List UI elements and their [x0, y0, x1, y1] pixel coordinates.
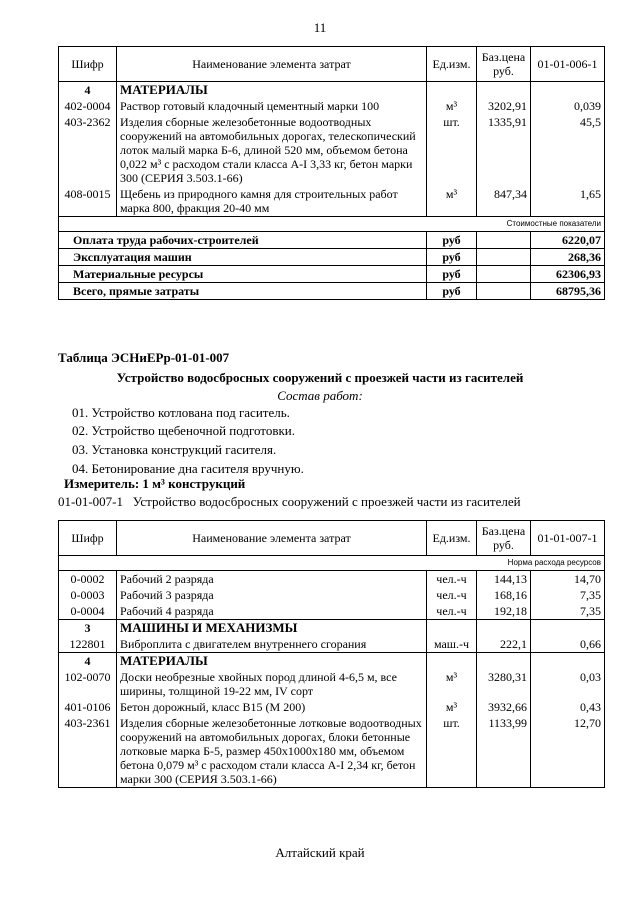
table-row	[59, 114, 605, 186]
section-row	[59, 82, 605, 99]
table-row	[59, 699, 605, 715]
row-code: 401-0106	[59, 699, 117, 715]
section-number: 3	[59, 620, 117, 637]
summary-row	[59, 283, 605, 300]
summary-unit: руб	[427, 266, 477, 283]
row-name: Рабочий 3 разряда	[117, 587, 427, 603]
section-number: 4	[59, 653, 117, 670]
norm-line: 01-01-007-1 Устройство водосбросных сооружений с проезжей части из гасителей	[58, 494, 521, 509]
header-code: Шифр	[59, 47, 117, 82]
summary-row	[59, 232, 605, 249]
work-item: 01. Устройство котлована под гаситель.	[72, 405, 290, 420]
header-unit: Ед.изм.	[427, 47, 477, 82]
cost-note-row	[59, 217, 605, 232]
row-price: 222,1	[477, 636, 531, 653]
norm-note-row	[59, 556, 605, 571]
table-row	[59, 603, 605, 620]
page-number: 11	[313, 20, 327, 35]
row-unit: шт.	[427, 715, 477, 788]
table-row	[59, 715, 605, 788]
table-header	[59, 47, 605, 82]
row-name: Рабочий 2 разряда	[117, 571, 427, 588]
row-unit: маш.-ч	[427, 636, 477, 653]
table-header	[59, 521, 605, 556]
table-row	[59, 636, 605, 653]
header-price: Баз.цена руб.	[477, 47, 531, 82]
header-norm: 01-01-006-1	[531, 47, 605, 82]
row-price: 3932,66	[477, 699, 531, 715]
row-unit: чел.-ч	[427, 603, 477, 620]
summary-row	[59, 249, 605, 266]
header-name: Наименование элемента затрат	[117, 521, 427, 556]
header-price: Баз.цена руб.	[477, 521, 531, 556]
row-unit: чел.-ч	[427, 571, 477, 588]
row-code: 0-0002	[59, 571, 117, 588]
header-name: Наименование элемента затрат	[117, 47, 427, 82]
row-price: 1133,99	[477, 715, 531, 788]
row-unit: м³	[427, 186, 477, 217]
row-code: 122801	[59, 636, 117, 653]
summary-value: 62306,93	[531, 266, 605, 283]
work-item: 04. Бетонирование дна гасителя вручную.	[72, 461, 304, 476]
row-value: 14,70	[531, 571, 605, 588]
row-price: 168,16	[477, 587, 531, 603]
work-item: 02. Устройство щебеночной подготовки.	[72, 423, 295, 438]
row-code: 403-2361	[59, 715, 117, 788]
row-unit: м³	[427, 98, 477, 114]
summary-unit: руб	[427, 249, 477, 266]
summary-label: Эксплуатация машин	[59, 249, 427, 266]
row-price: 192,18	[477, 603, 531, 620]
row-unit: шт.	[427, 114, 477, 186]
row-price: 847,34	[477, 186, 531, 217]
summary-label: Всего, прямые затраты	[59, 283, 427, 300]
cost-note: Стоимостные показатели	[59, 217, 605, 232]
resource-table-2	[58, 520, 605, 788]
row-unit: чел.-ч	[427, 587, 477, 603]
row-name: Рабочий 4 разряда	[117, 603, 427, 620]
table-row	[59, 587, 605, 603]
table-row	[59, 186, 605, 217]
summary-row	[59, 266, 605, 283]
section-row	[59, 620, 605, 637]
row-unit: м³	[427, 669, 477, 699]
meter-line: Измеритель: 1 м³ конструкций	[64, 476, 246, 491]
summary-unit: руб	[427, 283, 477, 300]
table-row	[59, 571, 605, 588]
row-name: Доски необрезные хвойных пород длиной 4-6,5 м, все ширины, толщиной 19-22 мм, IV сорт	[117, 669, 427, 699]
row-price: 3280,31	[477, 669, 531, 699]
row-price: 3202,91	[477, 98, 531, 114]
header-unit: Ед.изм.	[427, 521, 477, 556]
row-value: 1,65	[531, 186, 605, 217]
table-subtitle: Устройство водосбросных сооружений с проезжей части из гасителей	[116, 370, 524, 385]
row-name: Щебень из природного камня для строительных работ марка 800, фракция 20-40 мм	[117, 186, 427, 217]
row-name: Изделия сборные железобетонные водоотводных сооружений на автомобильных дорогах, телескопический лоток малый марка Б-6, длиной 520 мм, объемом бетона 0,022 м³ с расходом стали класса А-I 3,33 кг, бетон марки 300 (СЕРИЯ 3.503.1-66)	[117, 114, 427, 186]
row-name: Раствор готовый кладочный цементный марки 100	[117, 98, 427, 114]
summary-value: 6220,07	[531, 232, 605, 249]
section-title: МАШИНЫ И МЕХАНИЗМЫ	[117, 620, 427, 637]
summary-value: 268,36	[531, 249, 605, 266]
table-row	[59, 98, 605, 114]
row-value: 0,03	[531, 669, 605, 699]
row-price: 144,13	[477, 571, 531, 588]
section-title: МАТЕРИАЛЫ	[117, 653, 427, 670]
row-value: 45,5	[531, 114, 605, 186]
section-row	[59, 653, 605, 670]
header-code: Шифр	[59, 521, 117, 556]
row-name: Изделия сборные железобетонные лотковые водоотводных сооружений на автомобильных дорогах, блоки бетонные лотковые марка Б-5, размер 450x1000x180 мм, объемом бетона 0,079 м³ с расходом стали класса А-I 2,34 кг, бетон марки 300 (СЕРИЯ 3.503.1-66)	[117, 715, 427, 788]
resource-table-1	[58, 46, 605, 300]
norm-note: Норма расхода ресурсов	[59, 556, 605, 571]
row-value: 0,039	[531, 98, 605, 114]
section-title: МАТЕРИАЛЫ	[117, 82, 427, 99]
row-price: 1335,91	[477, 114, 531, 186]
row-name: Виброплита с двигателем внутреннего сгорания	[117, 636, 427, 653]
section-number: 4	[59, 82, 117, 99]
row-value: 0,66	[531, 636, 605, 653]
summary-unit: руб	[427, 232, 477, 249]
page-footer: Алтайский край	[275, 845, 365, 860]
work-item: 03. Установка конструкций гасителя.	[72, 442, 277, 457]
row-code: 408-0015	[59, 186, 117, 217]
row-unit: м³	[427, 699, 477, 715]
row-name: Бетон дорожный, класс B15 (М 200)	[117, 699, 427, 715]
table-title: Таблица ЭСНиЕРр-01-01-007	[58, 350, 230, 365]
row-code: 102-0070	[59, 669, 117, 699]
row-value: 7,35	[531, 603, 605, 620]
row-value: 7,35	[531, 587, 605, 603]
works-heading: Состав работ:	[277, 388, 363, 403]
row-code: 402-0004	[59, 98, 117, 114]
row-value: 0,43	[531, 699, 605, 715]
row-value: 12,70	[531, 715, 605, 788]
summary-label: Материальные ресурсы	[59, 266, 427, 283]
table-row	[59, 669, 605, 699]
summary-value: 68795,36	[531, 283, 605, 300]
row-code: 0-0004	[59, 603, 117, 620]
header-norm: 01-01-007-1	[531, 521, 605, 556]
row-code: 0-0003	[59, 587, 117, 603]
summary-label: Оплата труда рабочих-строителей	[59, 232, 427, 249]
row-code: 403-2362	[59, 114, 117, 186]
